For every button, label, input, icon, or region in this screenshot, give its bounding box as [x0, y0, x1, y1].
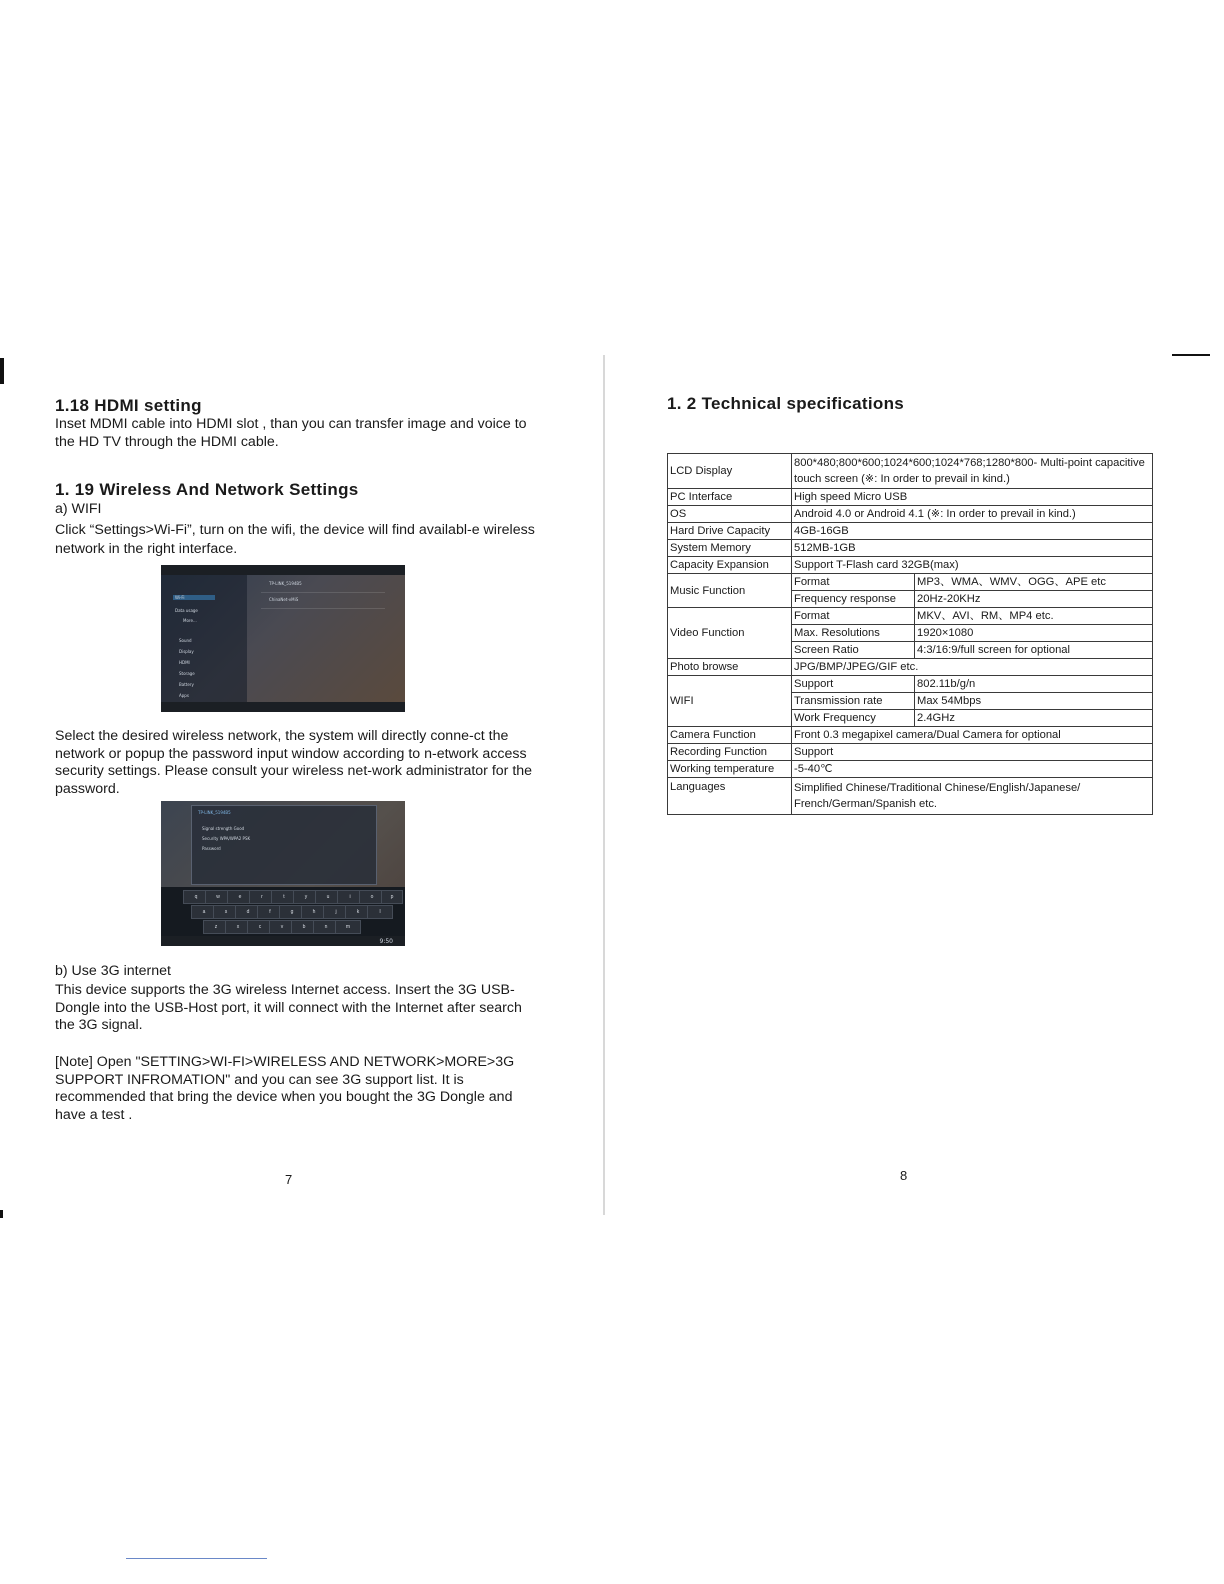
signal-strength: Signal strength Good — [202, 826, 245, 831]
key-v: v — [269, 920, 295, 934]
table-row — [668, 557, 1153, 574]
cell-value: Android 4.0 or Android 4.1 (※: In order to prevail in kind.) — [792, 506, 1153, 523]
key-o: o — [359, 890, 385, 904]
cell-value: Max 54Mbps — [915, 693, 1153, 710]
key-d: d — [235, 905, 261, 919]
cell-sublabel: Transmission rate — [792, 693, 915, 710]
cell-label: Video Function — [668, 608, 792, 659]
cell-label: Photo browse — [668, 659, 792, 676]
section-1-18-body: Inset MDMI cable into HDMI slot , than you can transfer image and voice to the HD TV through the HDMI cable. — [55, 416, 527, 450]
cell-value: 512MB-1GB — [792, 540, 1153, 557]
cell-label: Languages — [668, 778, 792, 815]
key-e: e — [227, 890, 253, 904]
key-g: g — [279, 905, 305, 919]
menu-storage: Storage — [179, 671, 195, 676]
cell-sublabel: Format — [792, 608, 915, 625]
cell-label: OS — [668, 506, 792, 523]
table-row — [668, 523, 1153, 540]
cell-value: JPG/BMP/JPEG/GIF etc. — [792, 659, 1153, 676]
table-row — [668, 540, 1153, 557]
key-t: t — [271, 890, 297, 904]
password-field: Password — [202, 846, 221, 851]
key-b: b — [291, 920, 317, 934]
cell-value: Front 0.3 megapixel camera/Dual Camera for optional — [792, 727, 1153, 744]
scan-underline — [126, 1558, 267, 1559]
menu-sound: Sound — [179, 638, 192, 643]
cell-sublabel: Max. Resolutions — [792, 625, 915, 642]
menu-wifi: Wi-Fi — [173, 595, 215, 600]
key-f: f — [257, 905, 283, 919]
table-row — [668, 659, 1153, 676]
clock: 9:50 — [379, 938, 393, 945]
key-k: k — [345, 905, 371, 919]
network-item-1: TP-LINK_5194B5 — [269, 581, 302, 586]
menu-data-usage: Data usage — [175, 608, 198, 613]
use-3g-body: This device supports the 3G wireless Internet access. Insert the 3G USB- Dongle into the USB-Host port, it will connect with the Internet after search the 3G signal. — [55, 982, 522, 1033]
divider — [261, 592, 385, 593]
cell-value: 2.4GHz — [915, 710, 1153, 727]
cell-sublabel: Screen Ratio — [792, 642, 915, 659]
key-q: q — [183, 890, 209, 904]
cell-label: Hard Drive Capacity — [668, 523, 792, 540]
key-w: w — [205, 890, 231, 904]
menu-apps: Apps — [179, 693, 189, 698]
page-number-left: 7 — [285, 1172, 293, 1187]
table-row — [668, 761, 1153, 778]
cell-value: -5-40℃ — [792, 761, 1153, 778]
table-row — [668, 727, 1153, 744]
key-u: u — [315, 890, 341, 904]
cell-value: 4:3/16:9/full screen for optional — [915, 642, 1153, 659]
table-row — [668, 506, 1153, 523]
menu-more: More... — [183, 618, 197, 623]
cell-value: 1920×1080 — [915, 625, 1153, 642]
nav-bar — [161, 702, 405, 712]
network-item-2: ChinaNet-vMiS — [269, 597, 299, 602]
cell-value: Simplified Chinese/Traditional Chinese/English/Japanese/ French/German/Spanish etc. — [792, 778, 1153, 815]
table-row — [668, 489, 1153, 506]
password-dialog — [191, 805, 377, 885]
dialog-network-name: TP-LINK_5194B5 — [198, 810, 231, 815]
key-p: p — [381, 890, 403, 904]
key-m: m — [335, 920, 361, 934]
key-c: c — [247, 920, 273, 934]
wifi-settings-screenshot — [161, 565, 405, 712]
cell-value: MP3、WMA、WMV、OGG、APE etc — [915, 574, 1153, 591]
cell-value: 20Hz-20KHz — [915, 591, 1153, 608]
cell-value: 802.11b/g/n — [915, 676, 1153, 693]
key-h: h — [301, 905, 327, 919]
menu-battery: Battery — [179, 682, 194, 687]
table-row — [668, 676, 1153, 693]
table-row — [668, 454, 1153, 489]
key-r: r — [249, 890, 275, 904]
wifi-label: a) WIFI — [55, 501, 102, 517]
key-j: j — [323, 905, 349, 919]
cell-label: System Memory — [668, 540, 792, 557]
cell-label: Camera Function — [668, 727, 792, 744]
key-i: i — [337, 890, 363, 904]
scan-top-line — [1172, 354, 1210, 356]
cell-value: 800*480;800*600;1024*600;1024*768;1280*800- Multi-point capacitive touch screen (※: In order to prevail in kind.) — [792, 454, 1153, 489]
keyboard — [161, 887, 405, 937]
table-row — [668, 744, 1153, 761]
table-row — [668, 608, 1153, 625]
section-1-18-title: 1.18 HDMI setting — [55, 396, 202, 415]
page-fold — [603, 355, 605, 1215]
key-n: n — [313, 920, 339, 934]
cell-sublabel: Work Frequency — [792, 710, 915, 727]
cell-value: High speed Micro USB — [792, 489, 1153, 506]
key-l: l — [367, 905, 393, 919]
cell-sublabel: Frequency response — [792, 591, 915, 608]
cell-label: Music Function — [668, 574, 792, 608]
scan-corner-mark — [0, 358, 4, 384]
menu-display: Display — [179, 649, 194, 654]
key-a: a — [191, 905, 217, 919]
key-z: z — [203, 920, 229, 934]
cell-label: LCD Display — [668, 454, 792, 489]
cell-value: Support T-Flash card 32GB(max) — [792, 557, 1153, 574]
cell-value: 4GB-16GB — [792, 523, 1153, 540]
menu-hdmi: HDMI — [179, 660, 190, 665]
cell-label: Working temperature — [668, 761, 792, 778]
settings-sidebar — [161, 575, 247, 702]
cell-label: Recording Function — [668, 744, 792, 761]
cell-value: Support — [792, 744, 1153, 761]
section-1-2-title: 1. 2 Technical specifications — [667, 394, 905, 413]
use-3g-label: b) Use 3G internet — [55, 963, 171, 979]
spec-table — [667, 453, 1153, 815]
divider — [261, 608, 385, 609]
scan-edge-mark — [0, 1210, 3, 1218]
cell-label: WIFI — [668, 676, 792, 727]
key-y: y — [293, 890, 319, 904]
note-body: [Note] Open "SETTING>WI-FI>WIRELESS AND NETWORK>MORE>3G SUPPORT INFROMATION" and you can see 3G support list. It is recommended that bring the device when you bought the 3G Dongle and have a test . — [55, 1054, 515, 1123]
cell-label: Capacity Expansion — [668, 557, 792, 574]
cell-label: PC Interface — [668, 489, 792, 506]
key-s: s — [213, 905, 239, 919]
section-1-19-title: 1. 19 Wireless And Network Settings — [55, 480, 359, 499]
security-type: Security WPA/WPA2 PSK — [202, 836, 251, 841]
table-row — [668, 574, 1153, 591]
cell-value: MKV、AVI、RM、MP4 etc. — [915, 608, 1153, 625]
password-dialog-screenshot — [161, 801, 405, 946]
table-row — [668, 778, 1153, 815]
wifi-body: Click “Settings>Wi-Fi”, turn on the wifi, the device will find availabl-e wireless network in the right interface. — [55, 522, 535, 557]
page-number-right: 8 — [900, 1168, 908, 1183]
status-bar — [161, 565, 405, 575]
key-x: x — [225, 920, 251, 934]
cell-sublabel: Support — [792, 676, 915, 693]
cell-sublabel: Format — [792, 574, 915, 591]
select-network-body: Select the desired wireless network, the system will directly conne-ct the network or popup the password input window according to n-etwork access security settings. Please consult your wireless net-work administrator for the password. — [55, 728, 533, 797]
nav-bar — [161, 936, 405, 946]
